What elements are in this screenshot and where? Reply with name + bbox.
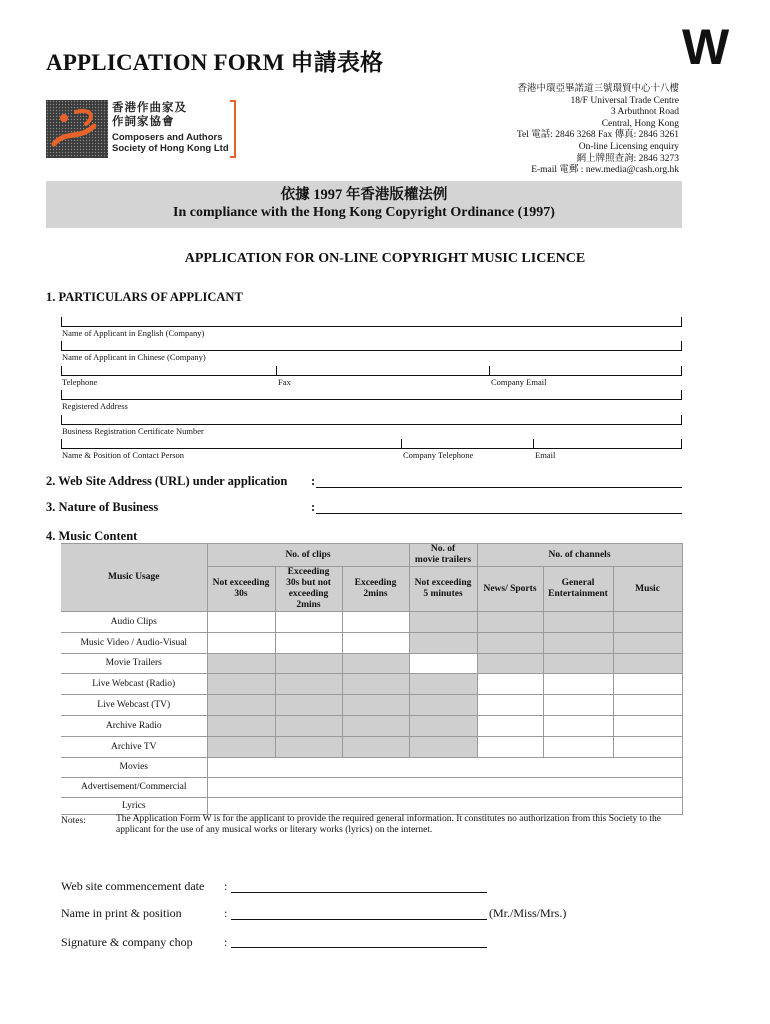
sub6-line2: Entertainment <box>548 589 608 599</box>
sub2-line2: 30s but not <box>286 578 331 588</box>
name-zh-input[interactable] <box>62 340 680 350</box>
application-title: APPLICATION FOR ON-LINE COPYRIGHT MUSIC LICENCE <box>184 251 586 266</box>
row-label-archive-radio: Archive Radio <box>61 716 207 737</box>
table-cell-input-wide[interactable] <box>207 758 682 778</box>
logo-name-zh-2: 作詞家協會 <box>112 114 175 128</box>
table-cell-disabled <box>477 612 543 633</box>
table-cell-disabled <box>613 612 682 633</box>
row-label-archive-tv: Archive TV <box>61 737 207 758</box>
company-telephone-input[interactable] <box>402 438 532 448</box>
header-trailers-line-2: movie trailers <box>414 555 472 565</box>
section-3-colon: : <box>311 500 316 514</box>
cash-logo-mark-icon <box>46 100 108 158</box>
table-cell-disabled <box>613 654 682 674</box>
table-cell-input[interactable] <box>207 633 275 654</box>
table-cell-disabled <box>207 737 275 758</box>
table-cell-input[interactable] <box>543 716 613 737</box>
subheader-music: Music <box>613 567 682 612</box>
name-position-line <box>231 919 487 920</box>
logo-name-en-2: Society of Hong Kong Ltd <box>112 143 229 154</box>
banner-zh: 依據 1997 年香港版權法例 <box>280 187 448 203</box>
music-content-table <box>61 543 683 815</box>
table-cell-disabled <box>207 654 275 674</box>
signature-chop-colon: : <box>224 935 228 949</box>
table-cell-disabled <box>342 674 409 695</box>
title-suffix: (Mr./Miss/Mrs.) <box>489 906 567 920</box>
table-cell-disabled <box>543 633 613 654</box>
field-line-contact <box>61 375 682 376</box>
row-label-movies: Movies <box>61 758 207 778</box>
address-tel-fax: Tel 電話: 2846 3268 Fax 傳真: 2846 3261 <box>516 130 679 141</box>
field-label-br-number: Business Registration Certificate Number <box>62 426 204 436</box>
table-cell-disabled <box>275 695 342 716</box>
table-cell-disabled <box>275 654 342 674</box>
table-cell-input-wide[interactable] <box>207 798 682 815</box>
section-4-heading: 4. Music Content <box>46 529 138 543</box>
name-position-colon: : <box>224 906 228 920</box>
table-cell-input[interactable] <box>275 633 342 654</box>
table-cell-disabled <box>275 716 342 737</box>
header-no-of-clips: No. of clips <box>207 544 409 567</box>
commencement-date-label: Web site commencement date <box>61 879 205 893</box>
field-label-registered-address: Registered Address <box>62 401 128 411</box>
commencement-line <box>231 892 487 893</box>
sub2-line4: 2mins <box>296 600 321 610</box>
address-line-2: 3 Arbuthnot Road <box>610 107 679 118</box>
company-email-input[interactable] <box>490 365 680 375</box>
notes-label: Notes: <box>61 816 86 826</box>
logo-bracket <box>230 100 236 158</box>
sub1-line2: 30s <box>234 589 248 599</box>
table-cell-input[interactable] <box>207 612 275 633</box>
table-cell-input[interactable] <box>342 633 409 654</box>
signature-chop-label: Signature & company chop <box>61 935 193 949</box>
commencement-colon: : <box>224 879 228 893</box>
subheader-exceeding-2mins <box>342 567 409 612</box>
field-tick <box>681 366 682 376</box>
banner-en: In compliance with the Hong Kong Copyright Ordinance (1997) <box>173 205 555 220</box>
sub3-line1: Exceeding <box>354 578 397 588</box>
sub6-line1: General <box>561 578 595 588</box>
form-letter: W <box>682 19 730 75</box>
field-label-company-email: Company Email <box>491 377 547 387</box>
table-cell-input[interactable] <box>613 737 682 758</box>
table-cell-disabled <box>342 716 409 737</box>
table-cell-disabled <box>275 737 342 758</box>
form-title: APPLICATION FORM 申請表格 <box>46 50 384 75</box>
sub4-line1: Not exceeding <box>414 578 472 588</box>
field-label-name-en: Name of Applicant in English (Company) <box>62 328 205 338</box>
section-3-heading: 3. Nature of Business <box>46 500 159 514</box>
field-tick <box>681 439 682 449</box>
table-cell-disabled <box>409 737 477 758</box>
table-cell-disabled <box>409 674 477 695</box>
field-label-fax: Fax <box>278 377 291 387</box>
table-cell-disabled <box>207 695 275 716</box>
field-line-name-en <box>61 326 682 327</box>
address-line-1: 18/F Universal Trade Centre <box>570 95 679 106</box>
table-cell-disabled <box>543 654 613 674</box>
address-email: E-mail 電郵 : new.media@cash.org.hk <box>531 165 679 176</box>
table-cell-disabled <box>342 737 409 758</box>
table-cell-input[interactable] <box>613 674 682 695</box>
table-cell-input[interactable] <box>342 612 409 633</box>
notes-text: The Application Form W is for the applicant to provide the required general information. It constitutes no authorization from this Society to the applicant for the use of any musical works or literary works (lyrics) on the internet. <box>116 814 661 836</box>
table-cell-disabled <box>477 654 543 674</box>
field-line-address <box>61 399 682 400</box>
address-licensing-en: On-line Licensing enquiry <box>578 141 679 152</box>
cash-logo <box>46 100 236 160</box>
address-licensing-zh: 網上牌照查詢: 2846 3273 <box>576 153 679 164</box>
table-cell-input[interactable] <box>409 654 477 674</box>
table-cell-input[interactable] <box>543 695 613 716</box>
name-en-input[interactable] <box>62 316 680 326</box>
table-cell-input[interactable] <box>477 674 543 695</box>
url-input-line <box>316 487 682 488</box>
subheader-news-sports: News/ Sports <box>477 567 543 612</box>
table-cell-input[interactable] <box>477 695 543 716</box>
table-cell-disabled <box>207 716 275 737</box>
address-zh: 香港中環亞畢諾道三號環貿中心十八樓 <box>517 84 679 94</box>
nature-input-line <box>316 513 682 514</box>
table-cell-input[interactable] <box>543 737 613 758</box>
compliance-banner <box>46 181 682 228</box>
field-label-email: Email <box>535 450 556 460</box>
section-2-heading: 2. Web Site Address (URL) under application <box>46 474 288 488</box>
table-cell-input[interactable] <box>613 716 682 737</box>
table-cell-disabled <box>409 612 477 633</box>
section-2-colon: : <box>311 474 316 488</box>
table-cell-input[interactable] <box>613 695 682 716</box>
name-position-label: Name in print & position <box>61 906 182 920</box>
signature-chop-input[interactable] <box>231 933 487 947</box>
commencement-date-input[interactable] <box>231 878 487 892</box>
header-no-of-channels: No. of channels <box>477 544 682 567</box>
field-tick <box>681 390 682 400</box>
table-cell-disabled <box>409 633 477 654</box>
field-label-company-telephone: Company Telephone <box>403 450 474 460</box>
registered-address-input[interactable] <box>62 389 680 399</box>
field-line-name-zh <box>61 350 682 351</box>
society-address <box>517 84 679 177</box>
row-label-audio-clips: Audio Clips <box>61 612 207 633</box>
table-cell-input[interactable] <box>543 674 613 695</box>
field-label-contact-person: Name & Position of Contact Person <box>62 450 185 460</box>
email-input[interactable] <box>534 438 680 448</box>
sub3-line2: 2mins <box>363 589 388 599</box>
logo-name-en-1: Composers and Authors <box>112 132 223 143</box>
sub4-line2: 5 minutes <box>423 589 463 599</box>
row-label-advertisement: Advertisement/Commercial <box>61 778 207 798</box>
subheader-exceeding-30s-not-2mins <box>275 567 342 612</box>
field-label-name-zh: Name of Applicant in Chinese (Company) <box>62 352 206 362</box>
section-1-heading: 1. PARTICULARS OF APPLICANT <box>46 290 243 304</box>
table-cell-disabled <box>613 633 682 654</box>
signature-chop-line <box>231 947 487 948</box>
row-label-live-webcast-radio: Live Webcast (Radio) <box>61 674 207 695</box>
table-cell-input[interactable] <box>275 612 342 633</box>
sub1-line1: Not exceeding <box>212 578 270 588</box>
table-cell-input[interactable] <box>477 716 543 737</box>
name-position-input[interactable] <box>231 905 487 919</box>
table-cell-disabled <box>275 674 342 695</box>
header-music-usage: Music Usage <box>61 544 207 612</box>
field-line-contact-person <box>61 448 682 449</box>
sub2-line3: exceeding <box>288 589 329 599</box>
field-tick <box>681 341 682 351</box>
fax-input[interactable] <box>277 365 488 375</box>
row-label-lyrics: Lyrics <box>61 798 207 815</box>
header-no-of-movie-trailers <box>409 544 477 567</box>
nature-of-business-input[interactable] <box>316 500 682 513</box>
address-line-3: Central, Hong Kong <box>601 118 679 129</box>
table-cell-disabled <box>207 674 275 695</box>
row-label-live-webcast-tv: Live Webcast (TV) <box>61 695 207 716</box>
table-cell-input-wide[interactable] <box>207 778 682 798</box>
table-cell-disabled <box>409 716 477 737</box>
table-cell-disabled <box>409 695 477 716</box>
sub2-line1: Exceeding <box>287 567 330 577</box>
subheader-not-exceeding-5min <box>409 567 477 612</box>
subheader-not-exceeding-30s <box>207 567 275 612</box>
table-cell-disabled <box>342 654 409 674</box>
row-label-movie-trailers: Movie Trailers <box>61 654 207 674</box>
header-trailers-line-1: No. of <box>430 544 456 554</box>
contact-person-input[interactable] <box>62 438 400 448</box>
field-tick <box>681 317 682 327</box>
telephone-input[interactable] <box>62 365 275 375</box>
table-cell-disabled <box>543 612 613 633</box>
table-cell-disabled <box>477 633 543 654</box>
br-number-input[interactable] <box>62 414 680 424</box>
field-line-br <box>61 424 682 425</box>
logo-name-zh-1: 香港作曲家及 <box>112 100 187 114</box>
url-input[interactable] <box>316 474 682 487</box>
subheader-general-entertainment <box>543 567 613 612</box>
field-tick <box>681 415 682 425</box>
table-cell-input[interactable] <box>477 737 543 758</box>
field-label-telephone: Telephone <box>62 377 98 387</box>
row-label-music-video: Music Video / Audio-Visual <box>61 633 207 654</box>
table-cell-disabled <box>342 695 409 716</box>
